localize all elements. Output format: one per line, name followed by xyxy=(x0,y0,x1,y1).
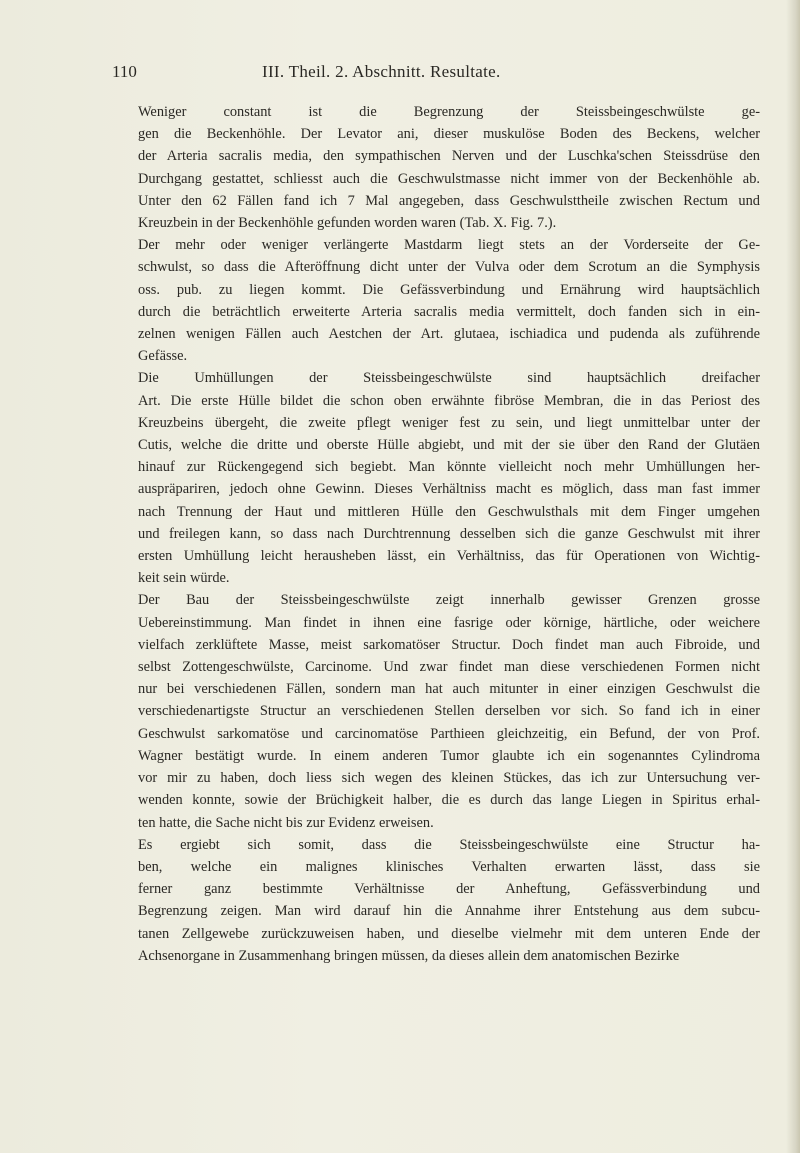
text-line: schwulst, so dass die Afteröffnung dicht unter der Vulva oder dem Scrotum an die Symphysis xyxy=(138,259,760,276)
text-line: selbst Zottengeschwülste, Carcinome. Und zwar findet man diese verschiedenen Formen nicht xyxy=(138,659,760,676)
text-line: Kreuzbein in der Beckenhöhle gefunden worden waren (Tab. X. Fig. 7.). xyxy=(138,215,557,232)
text-line: nur bei verschiedenen Fällen, sondern man hat auch mitunter in einer einzigen Geschwulst die xyxy=(138,681,760,698)
text-line: Kreuzbeins übergeht, die zweite pflegt weniger fest zu sein, und liegt unmittelbar unter der xyxy=(138,414,760,431)
text-line: wenden konnte, sowie der Brüchigkeit halber, die es durch das lange Liegen in Spiritus erhal- xyxy=(138,792,760,809)
text-line: hinauf zur Rückengegend sich begiebt. Man könnte vielleicht noch mehr Umhüllungen her- xyxy=(138,459,760,476)
page-header xyxy=(112,62,752,84)
text-line: keit sein würde. xyxy=(138,570,230,587)
text-line: Durchgang gestattet, schliesst auch die Geschwulstmasse nicht immer von der Beckenhöhle ab. xyxy=(138,170,760,187)
text-line: verschiedenartigste Structur an verschiedenen Stellen derselben vor sich. So fand ich in einer xyxy=(138,703,760,720)
page-number: 110 xyxy=(112,62,137,81)
text-line: vor mir zu haben, doch liess sich wegen des kleinen Stückes, das ich zur Untersuchung ver- xyxy=(138,770,760,787)
text-line: Begrenzung zeigen. Man wird darauf hin die Annahme ihrer Entstehung aus dem subcu- xyxy=(138,903,760,920)
paragraph xyxy=(112,234,760,367)
text-line: durch die beträchtlich erweiterte Arteria sacralis media vermittelt, doch fanden sich in ein- xyxy=(138,303,760,320)
text-line: ten hatte, die Sache nicht bis zur Evidenz erweisen. xyxy=(138,814,434,831)
text-line: Geschwulst sarkomatöse und carcinomatöse Parthieen gleichzeitig, ein Befund, der von Prof. xyxy=(138,725,760,742)
text-line: auspräpariren, jedoch ohne Gewinn. Dieses Verhältniss macht es möglich, dass man fast immer xyxy=(138,481,760,498)
text-line: oss. pub. zu liegen kommt. Die Gefässverbindung und Ernährung wird hauptsächlich xyxy=(138,281,760,298)
text-line: Art. Die erste Hülle bildet die schon oben erwähnte fibröse Membran, die in das Periost des xyxy=(138,392,760,409)
text-line: ferner ganz bestimmte Verhältnisse der Anheftung, Gefässverbindung und xyxy=(138,881,760,898)
paragraph xyxy=(112,834,760,967)
text-line: Die Umhüllungen der Steissbeingeschwülste sind hauptsächlich dreifacher xyxy=(138,370,760,387)
text-line: Der Bau der Steissbeingeschwülste zeigt innerhalb gewisser Grenzen grosse xyxy=(138,592,760,609)
paragraph xyxy=(112,589,760,833)
text-line: Weniger constant ist die Begrenzung der Steissbeingeschwülste ge- xyxy=(138,104,760,120)
text-line: Der mehr oder weniger verlängerte Mastdarm liegt stets an der Vorderseite der Ge- xyxy=(138,237,760,254)
running-title: III. Theil. 2. Abschnitt. Resultate. xyxy=(262,62,501,81)
text-line: nach Trennung der Haut und mittleren Hülle den Geschwulsthals mit dem Finger umgehen xyxy=(138,503,760,520)
text-line: Gefässe. xyxy=(138,348,188,365)
text-line: Es ergiebt sich somit, dass die Steissbeingeschwülste eine Structur ha- xyxy=(138,836,760,853)
text-line: ben, welche ein malignes klinisches Verhalten erwarten lässt, dass sie xyxy=(138,858,760,875)
text-line: Cutis, welche die dritte und oberste Hülle abgiebt, und mit der sie über den Rand der Glutäen xyxy=(138,437,760,454)
text-line: ersten Umhüllung leicht herausheben lässt, ein Verhältniss, das für Operationen von Wichtig- xyxy=(138,548,760,565)
paragraph xyxy=(112,367,760,589)
text-line: der Arteria sacralis media, den sympathischen Nerven und der Luschka'schen Steissdrüse den xyxy=(138,148,760,165)
text-line: Wagner bestätigt wurde. In einem anderen Tumor glaubte ich ein sogenanntes Cylindroma xyxy=(138,747,760,764)
text-line: und freilegen kann, so dass nach Durchtrennung desselben sich die ganze Geschwulst mit ihrer xyxy=(138,525,760,542)
body-text xyxy=(112,101,760,967)
text-line: Uebereinstimmung. Man findet in ihnen eine fasrige oder körnige, härtliche, oder weichere xyxy=(138,614,760,631)
text-line: Unter den 62 Fällen fand ich 7 Mal angegeben, dass Geschwulsttheile zwischen Rectum und xyxy=(138,192,760,209)
text-line: zelnen wenigen Fällen auch Aestchen der Art. glutaea, ischiadica und pudenda als zuführende xyxy=(138,326,760,343)
text-line: Achsenorgane in Zusammenhang bringen müssen, da dieses allein dem anatomischen Bezirke xyxy=(138,947,680,964)
paragraph xyxy=(112,101,760,234)
text-line: tanen Zellgewebe zurückzuweisen haben, und dieselbe vielmehr mit dem unteren Ende der xyxy=(138,925,760,942)
page-edge-shadow xyxy=(786,0,800,1153)
text-line: gen die Beckenhöhle. Der Levator ani, dieser muskulöse Boden des Beckens, welcher xyxy=(138,126,760,143)
text-line: vielfach zerklüftete Masse, meist sarkomatöser Structur. Doch findet man auch Fibroide, und xyxy=(138,636,760,653)
